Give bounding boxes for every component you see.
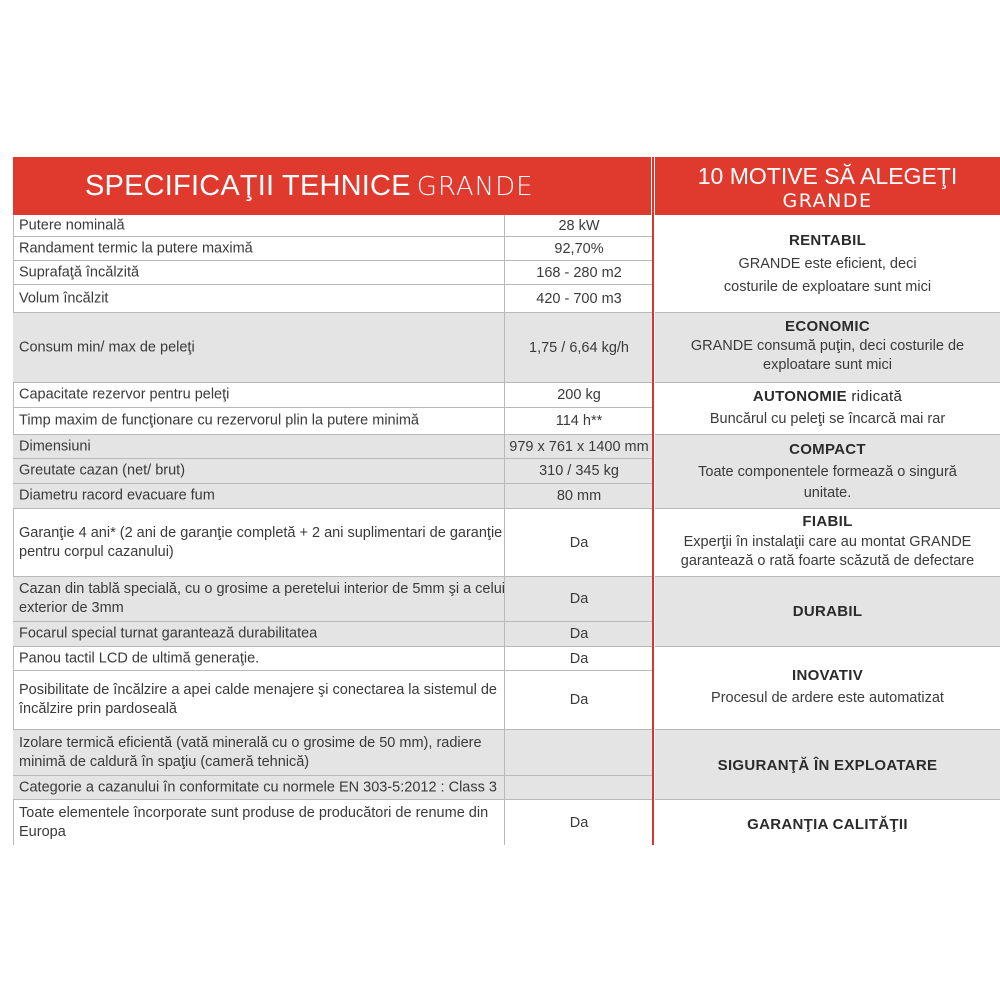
- reason-desc: GRANDE consumă puţin, deci costurile de exploatare sunt mici: [690, 338, 965, 373]
- spec-value: 200 kg: [557, 387, 601, 403]
- spec-value: Da: [569, 626, 589, 642]
- reason-desc: Buncărul cu peleţi se încarcă mai rar: [709, 411, 946, 427]
- spec-row: [13, 484, 654, 509]
- spec-label: Diametru racord evacuare fum: [19, 487, 215, 504]
- spec-row: [13, 800, 654, 845]
- spec-label: Toate elementele încorporate sunt produse de producători de renume din Europa: [19, 804, 489, 840]
- spec-label: Panou tactil LCD de ultimă generaţie.: [19, 650, 260, 666]
- spec-label: Focarul special turnat garantează durabilitatea: [19, 625, 318, 642]
- spec-label: Dimensiuni: [19, 438, 91, 454]
- spec-row: [13, 776, 654, 800]
- reason-block: [655, 730, 1000, 800]
- spec-row: [13, 435, 654, 459]
- spec-value: Da: [569, 650, 589, 667]
- spec-row: [13, 313, 654, 383]
- spec-label: Putere nominală: [19, 217, 125, 233]
- spec-row: [13, 383, 654, 408]
- column-divider: [652, 157, 654, 845]
- spec-value: Da: [569, 534, 589, 551]
- reason-title: ECONOMIC: [785, 318, 870, 335]
- spec-value: Da: [569, 591, 589, 607]
- reason-block: [655, 215, 1000, 313]
- spec-row: [13, 408, 654, 435]
- spec-value: 80 mm: [556, 488, 602, 504]
- reason-block: [655, 313, 1000, 383]
- reason-desc: Toate componentele formează o singură unitate.: [698, 464, 957, 501]
- spec-row: [13, 459, 654, 484]
- spec-label: Categorie a cazanului în conformitate cu normele EN 303-5:2012 : Class 3: [19, 779, 497, 795]
- spec-value: Da: [569, 814, 589, 831]
- spec-label: Cazan din tablă specială, cu o grosime a peretelui interior de 5mm şi a celui exterior de 3mm: [19, 581, 505, 616]
- spec-sheet: [13, 157, 1000, 845]
- spec-row: [13, 237, 654, 261]
- reason-title: COMPACT: [789, 441, 866, 458]
- spec-value: 310 / 345 kg: [539, 463, 619, 479]
- spec-value: 92,70%: [554, 240, 604, 257]
- spec-row: [13, 647, 654, 671]
- reason-title: INOVATIV: [791, 667, 863, 684]
- spec-value: 114 h**: [555, 413, 603, 429]
- spec-row: [13, 730, 654, 776]
- spec-label: Suprafaţă încălzită: [19, 264, 140, 280]
- reasons-header: [655, 157, 1000, 215]
- reason-title: DURABIL: [792, 603, 863, 620]
- reason-block: [655, 435, 1000, 509]
- reason-title: AUTONOMIE: [752, 388, 847, 405]
- spec-label: Garanţie 4 ani* (2 ani de garanţie completă + 2 ani suplimentari de garanţie pentru corpul cazanului): [19, 524, 503, 560]
- spec-value: 979 x 761 x 1400 mm: [509, 438, 649, 455]
- specs-title-brand: GRANDE: [416, 172, 534, 202]
- reason-desc: GRANDE este eficient, deci costurile de exploatare sunt mici: [723, 256, 932, 295]
- reason-block: [655, 647, 1000, 730]
- reasons-header-brand: GRANDE: [782, 190, 873, 212]
- spec-row: [13, 215, 654, 237]
- reason-desc: Procesul de ardere este automatizat: [711, 690, 944, 706]
- specs-header-title: [85, 170, 534, 203]
- spec-label: Posibilitate de încălzire a apei calde menajere şi conectarea la sistemul de încălzire prin pardoseală: [19, 682, 497, 717]
- spec-label: Capacitate rezervor pentru peleţi: [19, 386, 230, 403]
- spec-label: Greutate cazan (net/ brut): [19, 462, 186, 479]
- spec-label: Consum min/ max de peleţi: [19, 339, 195, 355]
- spec-label: Izolare termică eficientă (vată minerală cu o grosime de 50 mm), radiere minimă de caldură în spaţiu (cameră tehnică): [19, 734, 482, 770]
- specs-header: [13, 157, 651, 215]
- spec-value: Da: [569, 692, 589, 708]
- spec-row: [13, 261, 654, 285]
- reason-title: FIABIL: [802, 513, 853, 530]
- spec-value: 168 - 280 m2: [536, 264, 622, 281]
- reasons-header-title: 10 MOTIVE SĂ ALEGEŢI: [697, 163, 958, 189]
- spec-row: [13, 577, 654, 622]
- reason-block: [655, 383, 1000, 435]
- spec-row: [13, 509, 654, 577]
- reason-block: [655, 509, 1000, 577]
- reason-block: [655, 577, 1000, 647]
- spec-label: Timp maxim de funcţionare cu rezervorul plin la putere minimă: [19, 412, 419, 429]
- specs-title-text: SPECIFICAŢII TEHNICE: [85, 170, 411, 202]
- spec-value: 1,75 / 6,64 kg/h: [529, 339, 629, 356]
- reason-title: GARANŢIA CALITĂŢII: [747, 816, 908, 833]
- spec-label: Volum încălzit: [19, 290, 109, 306]
- spec-value: 28 kW: [558, 217, 600, 234]
- spec-row: [13, 671, 654, 730]
- reason-title-suffix: ridicată: [846, 388, 903, 405]
- reason-block: [655, 800, 1000, 845]
- spec-row: [13, 622, 654, 647]
- reason-title: SIGURANŢĂ ÎN EXPLOATARE: [717, 757, 938, 774]
- spec-row: [13, 285, 654, 313]
- spec-label: Randament termic la putere maximă: [19, 240, 253, 256]
- spec-value: 420 - 700 m3: [536, 290, 622, 307]
- reason-desc: Experţii în instalaţii care au montat GRANDE garantează o rată foarte scăzută de defectare: [680, 534, 975, 569]
- reason-title: RENTABIL: [788, 232, 867, 249]
